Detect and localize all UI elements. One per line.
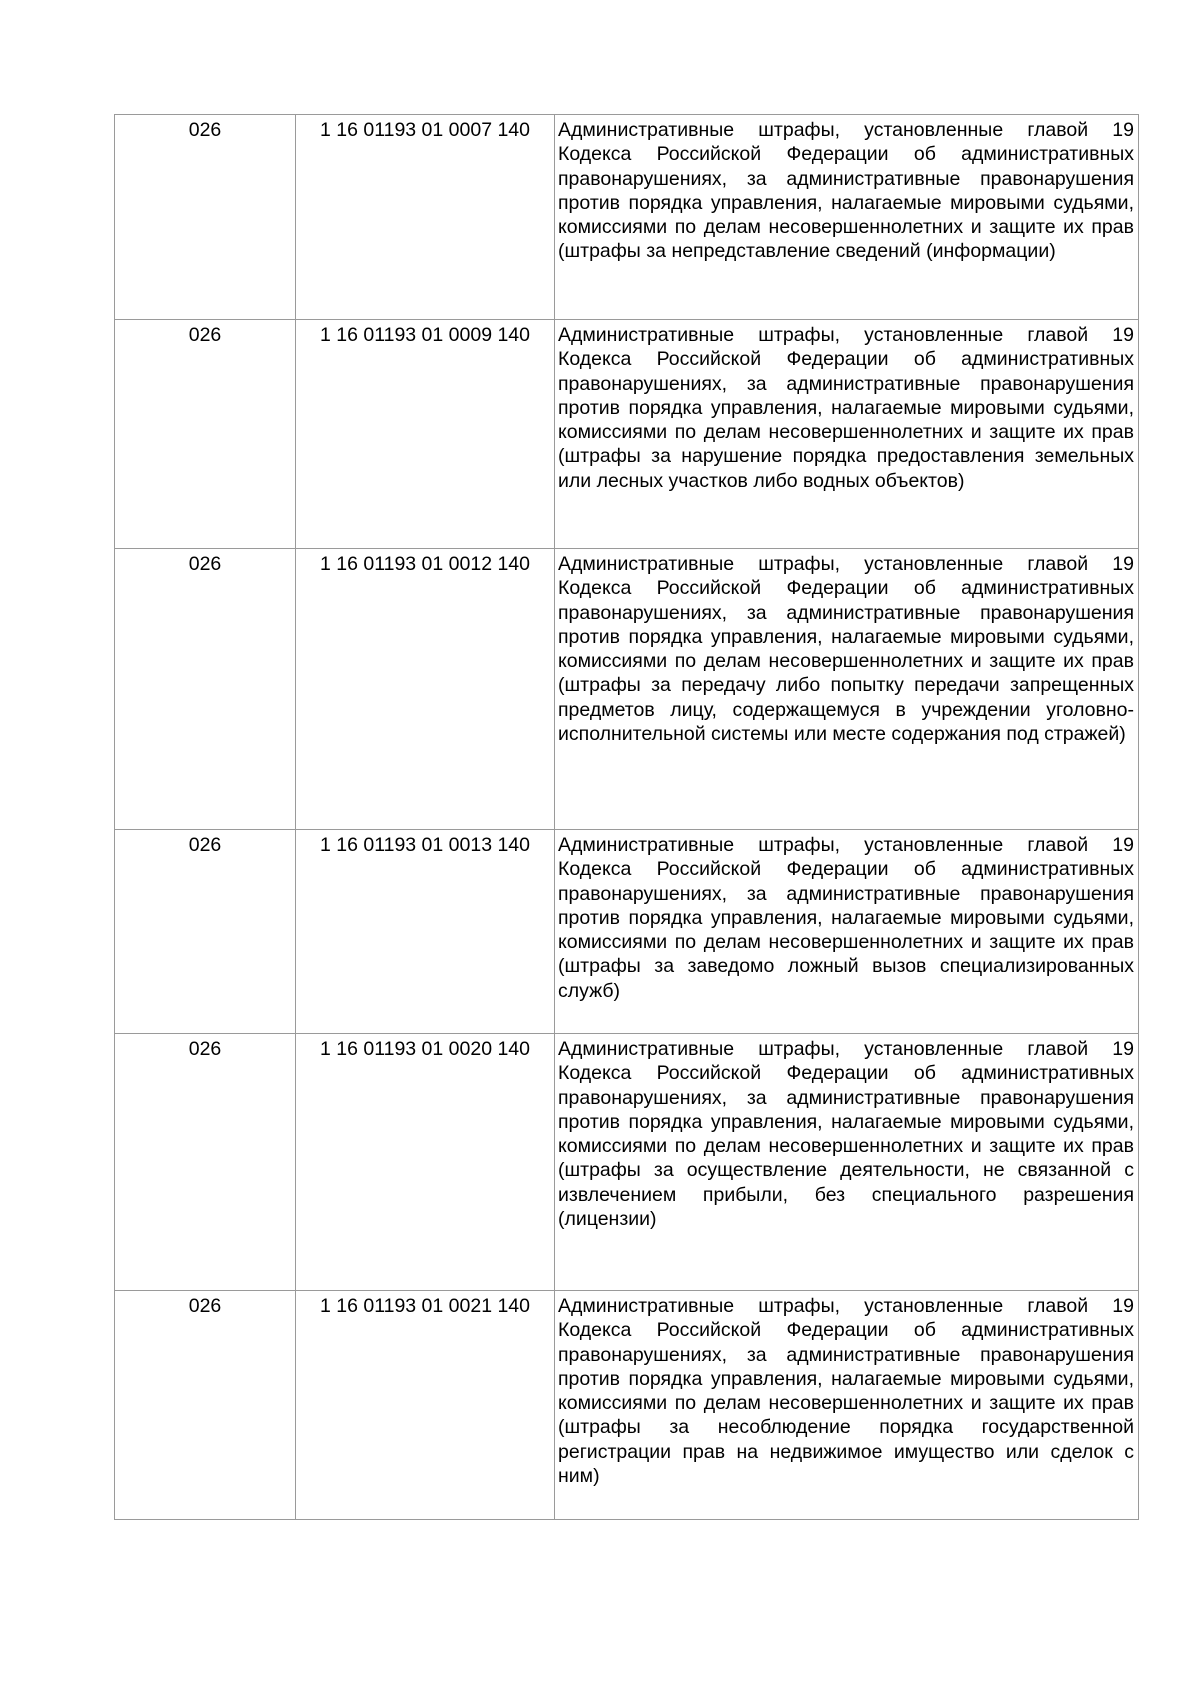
description-cell: Административные штрафы, установленные главой 19 Кодекса Российской Федерации об административных правонарушениях, за административные правонарушения против порядка управления, налагаемые мировыми судьями, комиссиями по делам несовершеннолетних и защите их прав (штрафы за передачу либо попытку передачи запрещенных предметов лицу, содержащемуся в учреждении уголовно-исполнительной системы или месте содержания под стражей) bbox=[555, 549, 1139, 830]
table-row bbox=[115, 1291, 1139, 1520]
admin-code-cell: 026 bbox=[115, 1291, 296, 1520]
admin-code-cell: 026 bbox=[115, 115, 296, 320]
table-row bbox=[115, 1034, 1139, 1291]
admin-code-cell: 026 bbox=[115, 549, 296, 830]
kbk-code-cell: 1 16 01193 01 0012 140 bbox=[296, 549, 555, 830]
kbk-code-cell: 1 16 01193 01 0009 140 bbox=[296, 320, 555, 549]
table-row bbox=[115, 549, 1139, 830]
kbk-code-cell: 1 16 01193 01 0007 140 bbox=[296, 115, 555, 320]
description-cell: Административные штрафы, установленные главой 19 Кодекса Российской Федерации об административных правонарушениях, за административные правонарушения против порядка управления, налагаемые мировыми судьями, комиссиями по делам несовершеннолетних и защите их прав (штрафы за заведомо ложный вызов специализированных служб) bbox=[555, 830, 1139, 1034]
admin-code-cell: 026 bbox=[115, 1034, 296, 1291]
description-cell: Административные штрафы, установленные главой 19 Кодекса Российской Федерации об административных правонарушениях, за административные правонарушения против порядка управления, налагаемые мировыми судьями, комиссиями по делам несовершеннолетних и защите их прав (штрафы за непредставление сведений (информации) bbox=[555, 115, 1139, 320]
kbk-code-cell: 1 16 01193 01 0021 140 bbox=[296, 1291, 555, 1520]
kbk-code-cell: 1 16 01193 01 0020 140 bbox=[296, 1034, 555, 1291]
description-cell: Административные штрафы, установленные главой 19 Кодекса Российской Федерации об административных правонарушениях, за административные правонарушения против порядка управления, налагаемые мировыми судьями, комиссиями по делам несовершеннолетних и защите их прав (штрафы за осуществление деятельности, не связанной с извлечением прибыли, без специального разрешения (лицензии) bbox=[555, 1034, 1139, 1291]
table-row bbox=[115, 320, 1139, 549]
admin-code-cell: 026 bbox=[115, 320, 296, 549]
table-row bbox=[115, 115, 1139, 320]
revenue-codes-table bbox=[114, 114, 1139, 1520]
table-row bbox=[115, 830, 1139, 1034]
description-cell: Административные штрафы, установленные главой 19 Кодекса Российской Федерации об административных правонарушениях, за административные правонарушения против порядка управления, налагаемые мировыми судьями, комиссиями по делам несовершеннолетних и защите их прав (штрафы за несоблюдение порядка государственной регистрации прав на недвижимое имущество или сделок с ним) bbox=[555, 1291, 1139, 1520]
kbk-code-cell: 1 16 01193 01 0013 140 bbox=[296, 830, 555, 1034]
description-cell: Административные штрафы, установленные главой 19 Кодекса Российской Федерации об административных правонарушениях, за административные правонарушения против порядка управления, налагаемые мировыми судьями, комиссиями по делам несовершеннолетних и защите их прав (штрафы за нарушение порядка предоставления земельных или лесных участков либо водных объектов) bbox=[555, 320, 1139, 549]
admin-code-cell: 026 bbox=[115, 830, 296, 1034]
